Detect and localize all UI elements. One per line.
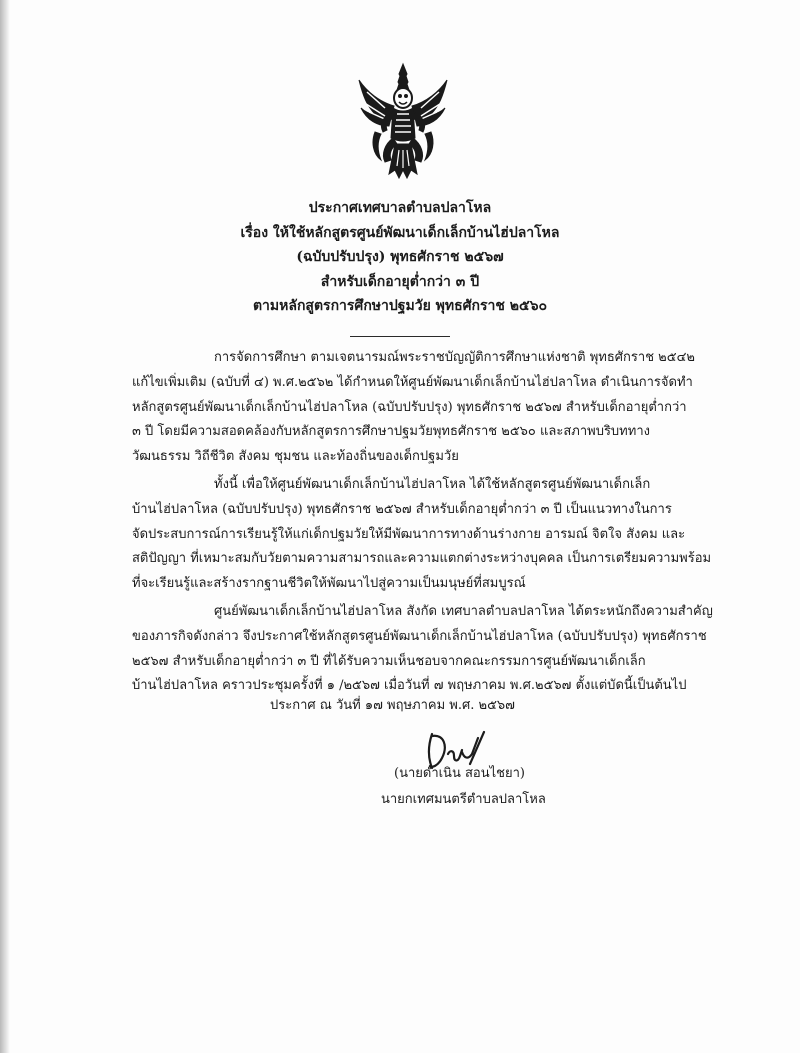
paragraph-line: ๒๕๖๗ สำหรับเด็กอายุต่ำกว่า ๓ ปี ที่ได้รับความเห็นชอบจากคณะกรรมการศูนย์พัฒนาเด็กเล็ก xyxy=(132,653,646,669)
announcement-header xyxy=(0,196,800,319)
paragraph-line: วัฒนธรรม วิถีชีวิต สังคม ชุมชน และท้องถิ่นของเด็กปฐมวัย xyxy=(132,449,459,465)
paragraph-line: ศูนย์พัฒนาเด็กเล็กบ้านไฮ่ปลาโหล สังกัด เทศบาลตำบลปลาโหล ได้ตระหนักถึงความสำคัญ xyxy=(214,604,713,619)
paragraph-line: หลักสูตรศูนย์พัฒนาเด็กเล็กบ้านไฮ่ปลาโหล (ฉบับปรับปรุง) พุทธศักราช ๒๕๖๗ สำหรับเด็กอายุต่ำกว่า xyxy=(132,399,687,415)
header-curriculum-basis: ตามหลักสูตรการศึกษาปฐมวัย พุทธศักราช ๒๕๖๐ xyxy=(252,298,548,314)
signer-title: นายกเทศมนตรีตำบลปลาโหล xyxy=(381,792,546,807)
paragraph-line: ๓ ปี โดยมีความสอดคล้องกับหลักสูตรการศึกษาปฐมวัยพุทธศักราช ๒๕๖๐ และสภาพบริบททาง xyxy=(132,424,650,440)
paragraph-1 xyxy=(132,346,695,470)
garuda-emblem-icon xyxy=(355,62,451,182)
header-edition: (ฉบับปรับปรุง) พุทธศักราช ๒๕๖๗ xyxy=(296,249,504,265)
header-subject: เรื่อง ให้ใช้หลักสูตรศูนย์พัฒนาเด็กเล็กบ้านไฮ่ปลาโหล xyxy=(240,224,560,241)
paragraph-line: การจัดการศึกษา ตามเจตนารมณ์พระราชบัญญัติการศึกษาแห่งชาติ พุทธศักราช ๒๕๔๒ xyxy=(214,350,695,365)
header-age-group: สำหรับเด็กอายุต่ำกว่า ๓ ปี xyxy=(320,273,480,290)
paragraph-line: ของภารกิจดังกล่าว จึงประกาศใช้หลักสูตรศูนย์พัฒนาเด็กเล็กบ้านไฮ่ปลาโหล (ฉบับปรับปรุง) พุทธศักราช xyxy=(132,628,707,644)
paragraph-line: จัดประสบการณ์การเรียนรู้ให้แก่เด็กปฐมวัยให้มีพัฒนาการทางด้านร่างกาย อารมณ์ จิตใจ สังคม และ xyxy=(132,526,686,542)
paragraph-line: ที่จะเรียนรู้และสร้างรากฐานชีวิตให้พัฒนาไปสู่ความเป็นมนุษย์ที่สมบูรณ์ xyxy=(132,576,526,592)
header-divider xyxy=(350,336,450,337)
paragraph-line: ทั้งนี้ เพื่อให้ศูนย์พัฒนาเด็กเล็กบ้านไฮ่ปลาโหล ได้ใช้หลักสูตรศูนย์พัฒนาเด็กเล็ก xyxy=(214,477,651,492)
paragraph-2 xyxy=(132,473,712,597)
paragraph-line: บ้านไฮ่ปลาโหล คราวประชุมครั้งที่ ๑ /๒๕๖๗ เมื่อวันที่ ๗ พฤษภาคม พ.ศ.๒๕๖๗ ตั้งแต่บัดนี้เป็นต้นไป xyxy=(132,678,687,694)
paragraph-line: สติปัญญา ที่เหมาะสมกับวัยตามความสามารถและความแตกต่างระหว่างบุคคล เป็นการเตรียมความพร้อม xyxy=(132,551,712,567)
paragraph-3 xyxy=(132,600,713,699)
scan-edge-shadow xyxy=(0,0,10,1053)
announcement-date: ประกาศ ณ วันที่ ๑๗ พฤษภาคม พ.ศ. ๒๕๖๗ xyxy=(270,698,515,713)
signer-name: (นายดำเนิน สอนไชยา) xyxy=(394,766,525,781)
paragraph-line: บ้านไฮ่ปลาโหล (ฉบับปรับปรุง) พุทธศักราช ๒๕๖๗ สำหรับเด็กอายุต่ำกว่า ๓ ปี เป็นแนวทางในการ xyxy=(132,501,672,517)
header-issuer: ประกาศเทศบาลตำบลปลาโหล xyxy=(308,200,492,216)
paragraph-line: แก้ไขเพิ่มเติม (ฉบับที่ ๔) พ.ศ.๒๕๖๒ ได้กำหนดให้ศูนย์พัฒนาเด็กเล็กบ้านไฮ่ปลาโหล ดำเนินการจัดทำ xyxy=(132,374,693,390)
